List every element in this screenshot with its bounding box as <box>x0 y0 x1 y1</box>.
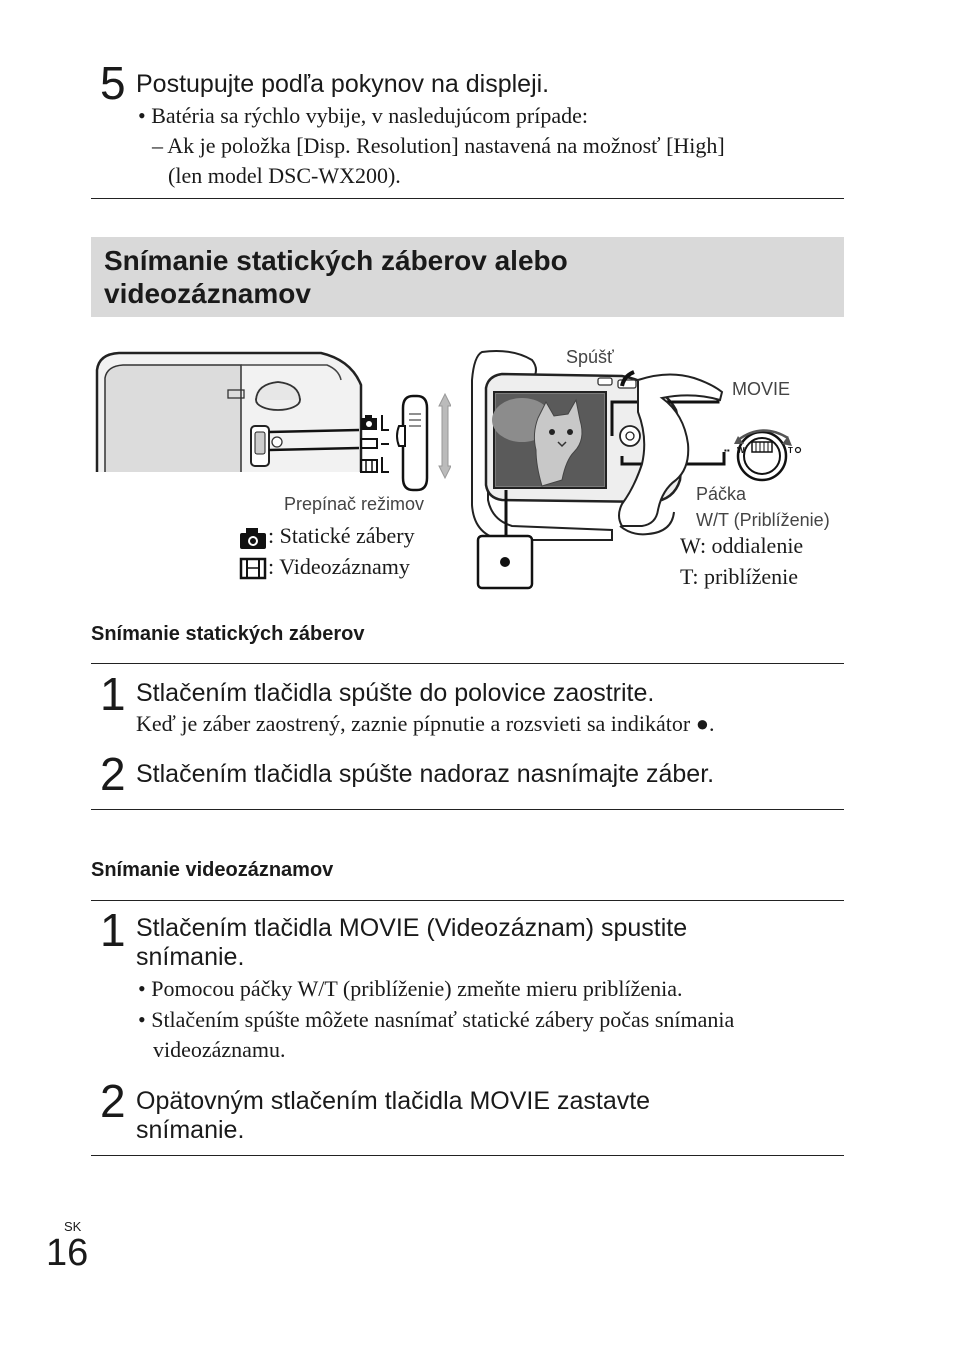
camera-back-illustration <box>462 340 852 600</box>
zoom-lever-label: Páčka W/T (Priblíženie) <box>696 484 830 530</box>
divider <box>91 809 844 810</box>
movie-button-label: MOVIE <box>732 379 791 399</box>
divider <box>91 198 844 199</box>
stills-heading: Snímanie statických záberov <box>91 623 365 645</box>
step-title: Opätovným stlačením tlačidla MOVIE zastavte snímanie. <box>136 1087 651 1144</box>
dash-text-cont: (len model DSC-WX200). <box>168 163 401 188</box>
divider <box>91 900 844 901</box>
video-mode-icon <box>238 557 270 581</box>
shutter-label: Spúšť <box>566 347 614 367</box>
step-title: Stlačením tlačidla spúšte nadoraz nasnímajte záber. <box>136 760 715 788</box>
divider <box>91 663 844 664</box>
still-mode-label: : Statické zábery <box>268 523 415 548</box>
svg-text:T: T <box>788 446 793 455</box>
language-code: SK <box>64 1219 82 1234</box>
step-number: 2 <box>100 1075 126 1127</box>
camera-icon <box>361 415 377 430</box>
still-mode-icon <box>238 527 270 551</box>
bullet-text: • Pomocou páčky W/T (priblíženie) zmeňte mieru priblíženia. <box>138 976 683 1001</box>
still-frame-icon <box>361 439 377 448</box>
dash-text: – Ak je položka [Disp. Resolution] nastavená na možnosť [High] <box>152 133 725 158</box>
step-title: Stlačením tlačidla MOVIE (Videozáznam) spustite snímanie. <box>136 914 688 971</box>
bullet-text: • Batéria sa rýchlo vybije, v nasledujúcom prípade: <box>138 103 589 128</box>
svg-text:W: W <box>737 446 745 455</box>
step-number: 1 <box>100 668 126 720</box>
step-title: Stlačením tlačidla spúšte do polovice zaostrite. <box>136 679 655 707</box>
bullet-text-cont: videozáznamu. <box>153 1037 286 1062</box>
zoom-t-label: T: priblíženie <box>680 564 799 589</box>
step-description: Keď je záber zaostrený, zaznie pípnutie a rozsvieti sa indikátor ●. <box>136 711 715 736</box>
page-number: 16 <box>46 1232 89 1274</box>
video-mode-label: : Videozáznamy <box>268 554 410 579</box>
section-title: Snímanie statických záberov alebo videozáznamov <box>104 245 568 309</box>
section-header <box>91 237 844 317</box>
step-number: 1 <box>100 904 126 956</box>
step-number: 5 <box>100 57 126 109</box>
step-title: Postupujte podľa pokynov na displeji. <box>136 70 550 98</box>
mode-switch-label: Prepínač režimov <box>284 494 425 514</box>
film-icon <box>361 460 377 472</box>
movies-heading: Snímanie videozáznamov <box>91 859 334 881</box>
bullet-text: • Stlačením spúšte môžete nasnímať statické zábery počas snímania <box>138 1007 735 1032</box>
divider <box>91 1155 844 1156</box>
svg-text:▪▪: ▪▪ <box>724 446 730 455</box>
zoom-w-label: W: oddialenie <box>680 533 804 558</box>
step-number: 2 <box>100 748 126 800</box>
